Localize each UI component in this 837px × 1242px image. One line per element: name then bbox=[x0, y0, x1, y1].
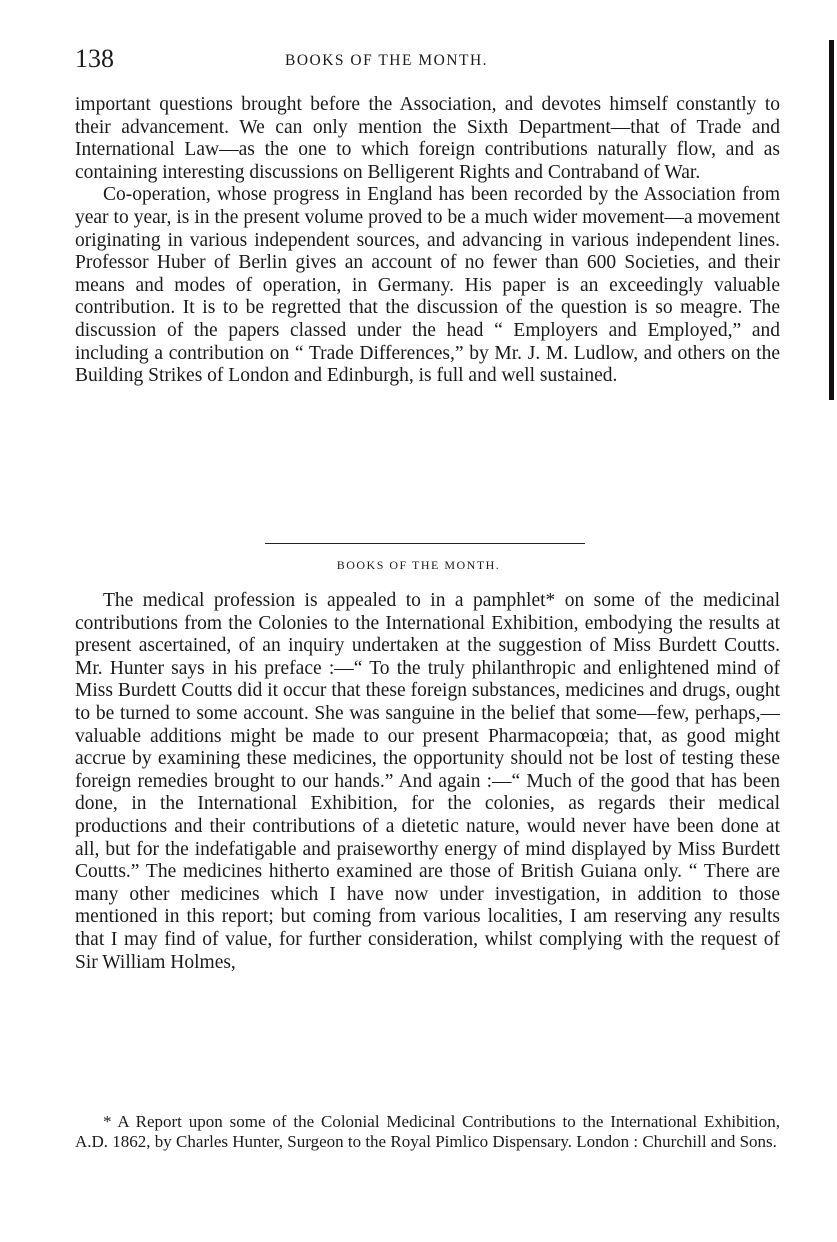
paragraph-continued: important questions brought before the Association, and devotes himself constantly to their advancement. We can only mention the Sixth Department—that of Trade and International Law—as the one to which foreign contributions naturally flow, and as containing interesting discussions on Belligerent Rights and Contraband of War. bbox=[75, 94, 780, 183]
section-heading: BOOKS OF THE MONTH. bbox=[336, 558, 501, 572]
paragraph-medical-profession: The medical profession is appealed to in a pamphlet* on some of the medicinal contributions from the Colonies to the International Exhibition, embodying the results at present ascertained, of an inquiry undertaken at the suggestion of Miss Burdett Coutts. Mr. Hunter says in his preface :—“ To the truly philanthropic and enlightened mind of Miss Burdett Coutts did it occur that these foreign substances, medicines and drugs, ought to be turned to some account. She was sanguine in the belief that some—few, perhaps,—valuable additions might be made to our present Pharmacopœia; that, as good might accrue by examining these medicines, the opportunity should not be lost of testing these foreign remedies brought to our hands.” And again :—“ Much of the good that has been done, in the International Exhibition, for the colonies, as regards their medical productions and their contributions of a dietetic nature, would never have been done at all, but for the indefatigable and praiseworthy energy of mind displayed by Miss Burdett Coutts.” The medicines hitherto examined are those of British Guiana only. “ There are many other medicines which I have now under investigation, in addition to those mentioned in this report; but coming from various localities, I am reserving any results that I may find of value, for further consideration, whilst complying with the request of Sir William Holmes, bbox=[75, 590, 780, 973]
footnote bbox=[75, 1112, 780, 1152]
paragraph-co-operation: Co-operation, whose progress in England has been recorded by the Association from year to year, is in the present volume proved to be a much wider movement—a movement originating in various independent sources, and advancing in various independent lines. Professor Huber of Berlin gives an account of no fewer than 600 Societies, and their means and modes of operation, in Germany. His paper is an exceedingly valuable contribution. It is to be regretted that the discussion of the question is so meagre. The discussion of the papers classed under the head “ Employers and Employed,” and including a contribution on “ Trade Differences,” by Mr. J. M. Ludlow, and others on the Building Strikes of London and Edinburgh, is full and well sustained. bbox=[75, 184, 780, 387]
section-one-body bbox=[75, 94, 780, 388]
section-two-body bbox=[75, 590, 780, 974]
section-divider bbox=[265, 543, 585, 544]
running-head: BOOKS OF THE MONTH. bbox=[285, 52, 489, 69]
page-edge-rule bbox=[829, 40, 834, 400]
footnote-text: * A Report upon some of the Colonial Medicinal Contributions to the International Exhibition, A.D. 1862, by Charles Hunter, Surgeon to the Royal Pimlico Dispensary. London : Churchill and Sons. bbox=[75, 1112, 780, 1151]
page-number: 138 bbox=[75, 44, 114, 73]
page-header bbox=[75, 44, 780, 84]
